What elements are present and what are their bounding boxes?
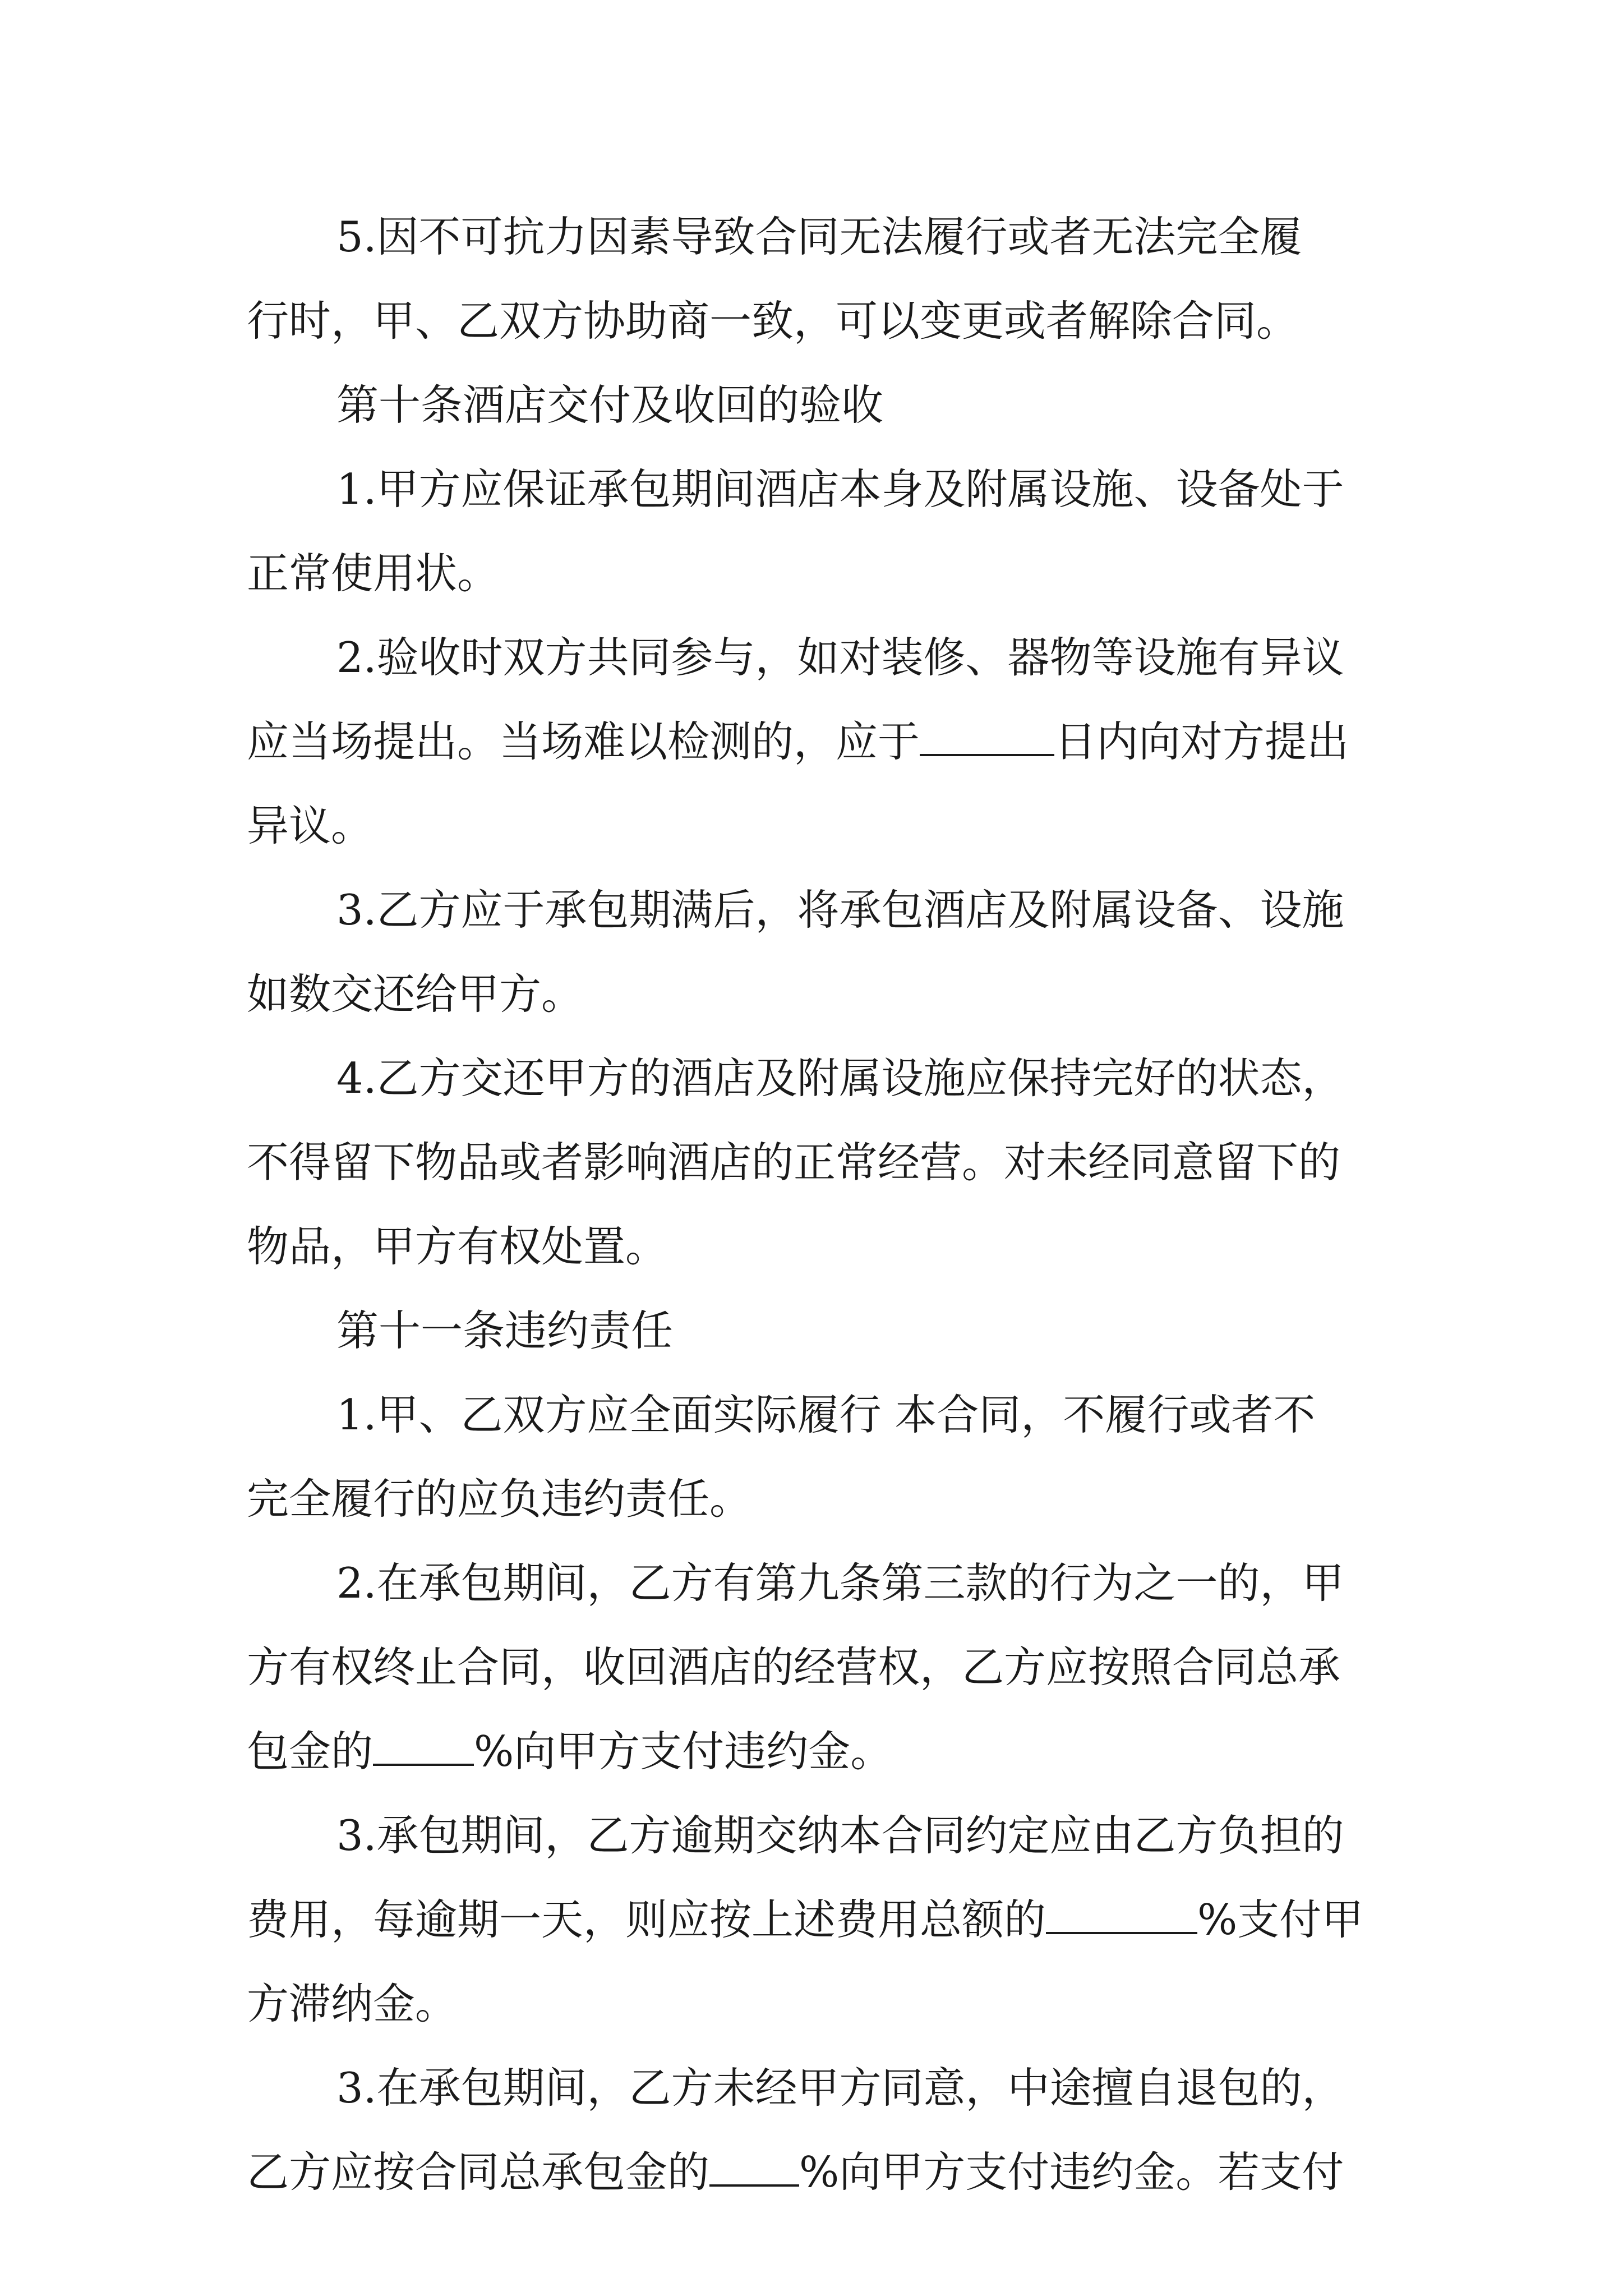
clause-line: 4.乙方交还甲方的酒店及附属设施应保持完好的状态，: [336, 1053, 1344, 1103]
clause-line: 3.在承包期间，乙方未经甲方同意，中途擅自退包的，: [336, 2063, 1344, 2113]
clause-line: [247, 1892, 1385, 1976]
clause-line: 3.乙方应于承包期满后，将承包酒店及附属设备、设施: [336, 885, 1344, 935]
clause-line: 如数交还给甲方。: [247, 969, 584, 1019]
clause-line: 不得留下物品或者影响酒店的正常经营。对未经同意留下的: [247, 1138, 1341, 1187]
clause-line: 2.在承包期间，乙方有第九条第三款的行为之一的，甲: [336, 1558, 1344, 1608]
fill-in-blank: [373, 1726, 474, 1766]
clause-line: 方有权终止合同，收回酒店的经营权，乙方应按照合同总承: [247, 1642, 1341, 1692]
clause-line: [247, 1723, 1385, 1807]
text-segment: %支付甲: [1197, 1895, 1364, 1944]
text-segment: %向甲方支付违约金。: [474, 1727, 893, 1776]
clause-line: [247, 714, 1385, 798]
section-heading: 第十一条违约责任: [336, 1306, 674, 1355]
clause-line: 1.甲、乙双方应全面实际履行 本合同，不履行或者不: [336, 1390, 1316, 1439]
clause-line: 方滞纳金。: [247, 1979, 458, 2028]
clause-line: 异议。: [247, 801, 374, 850]
text-segment: 应当场提出。当场难以检测的，应于: [247, 717, 920, 766]
clause-line: 完全履行的应负违约责任。: [247, 1474, 752, 1524]
text-segment: 包金的: [247, 1727, 374, 1776]
clause-line: 物品，甲方有权处置。: [247, 1222, 668, 1271]
fill-in-blank: [1046, 1894, 1197, 1934]
clause-line: [247, 2144, 1385, 2228]
text-segment: 乙方应按合同总承包金的: [247, 2147, 710, 2197]
clause-line: 行时，甲、乙双方协助商一致，可以变更或者解除合同。: [247, 296, 1299, 346]
text-segment: 日内向对方提出: [1054, 717, 1349, 766]
text-segment: 费用，每逾期一天，则应按上述费用总额的: [247, 1895, 1046, 1944]
clause-line: 2.验收时双方共同参与，如对装修、器物等设施有异议: [336, 633, 1344, 682]
clause-line: 1.甲方应保证承包期间酒店本身及附属设施、设备处于: [336, 464, 1344, 514]
text-segment: %向甲方支付违约金。若支付: [799, 2147, 1344, 2197]
clause-line: 3.承包期间，乙方逾期交纳本合同约定应由乙方负担的: [336, 1811, 1344, 1860]
section-heading: 第十条酒店交付及收回的验收: [336, 380, 884, 430]
clause-line: 5.因不可抗力因素导致合同无法履行或者无法完全履: [336, 212, 1302, 261]
contract-text: [247, 209, 1385, 2228]
clause-line: 正常使用状。: [247, 549, 500, 598]
fill-in-blank: [920, 716, 1054, 756]
fill-in-blank: [709, 2146, 799, 2187]
